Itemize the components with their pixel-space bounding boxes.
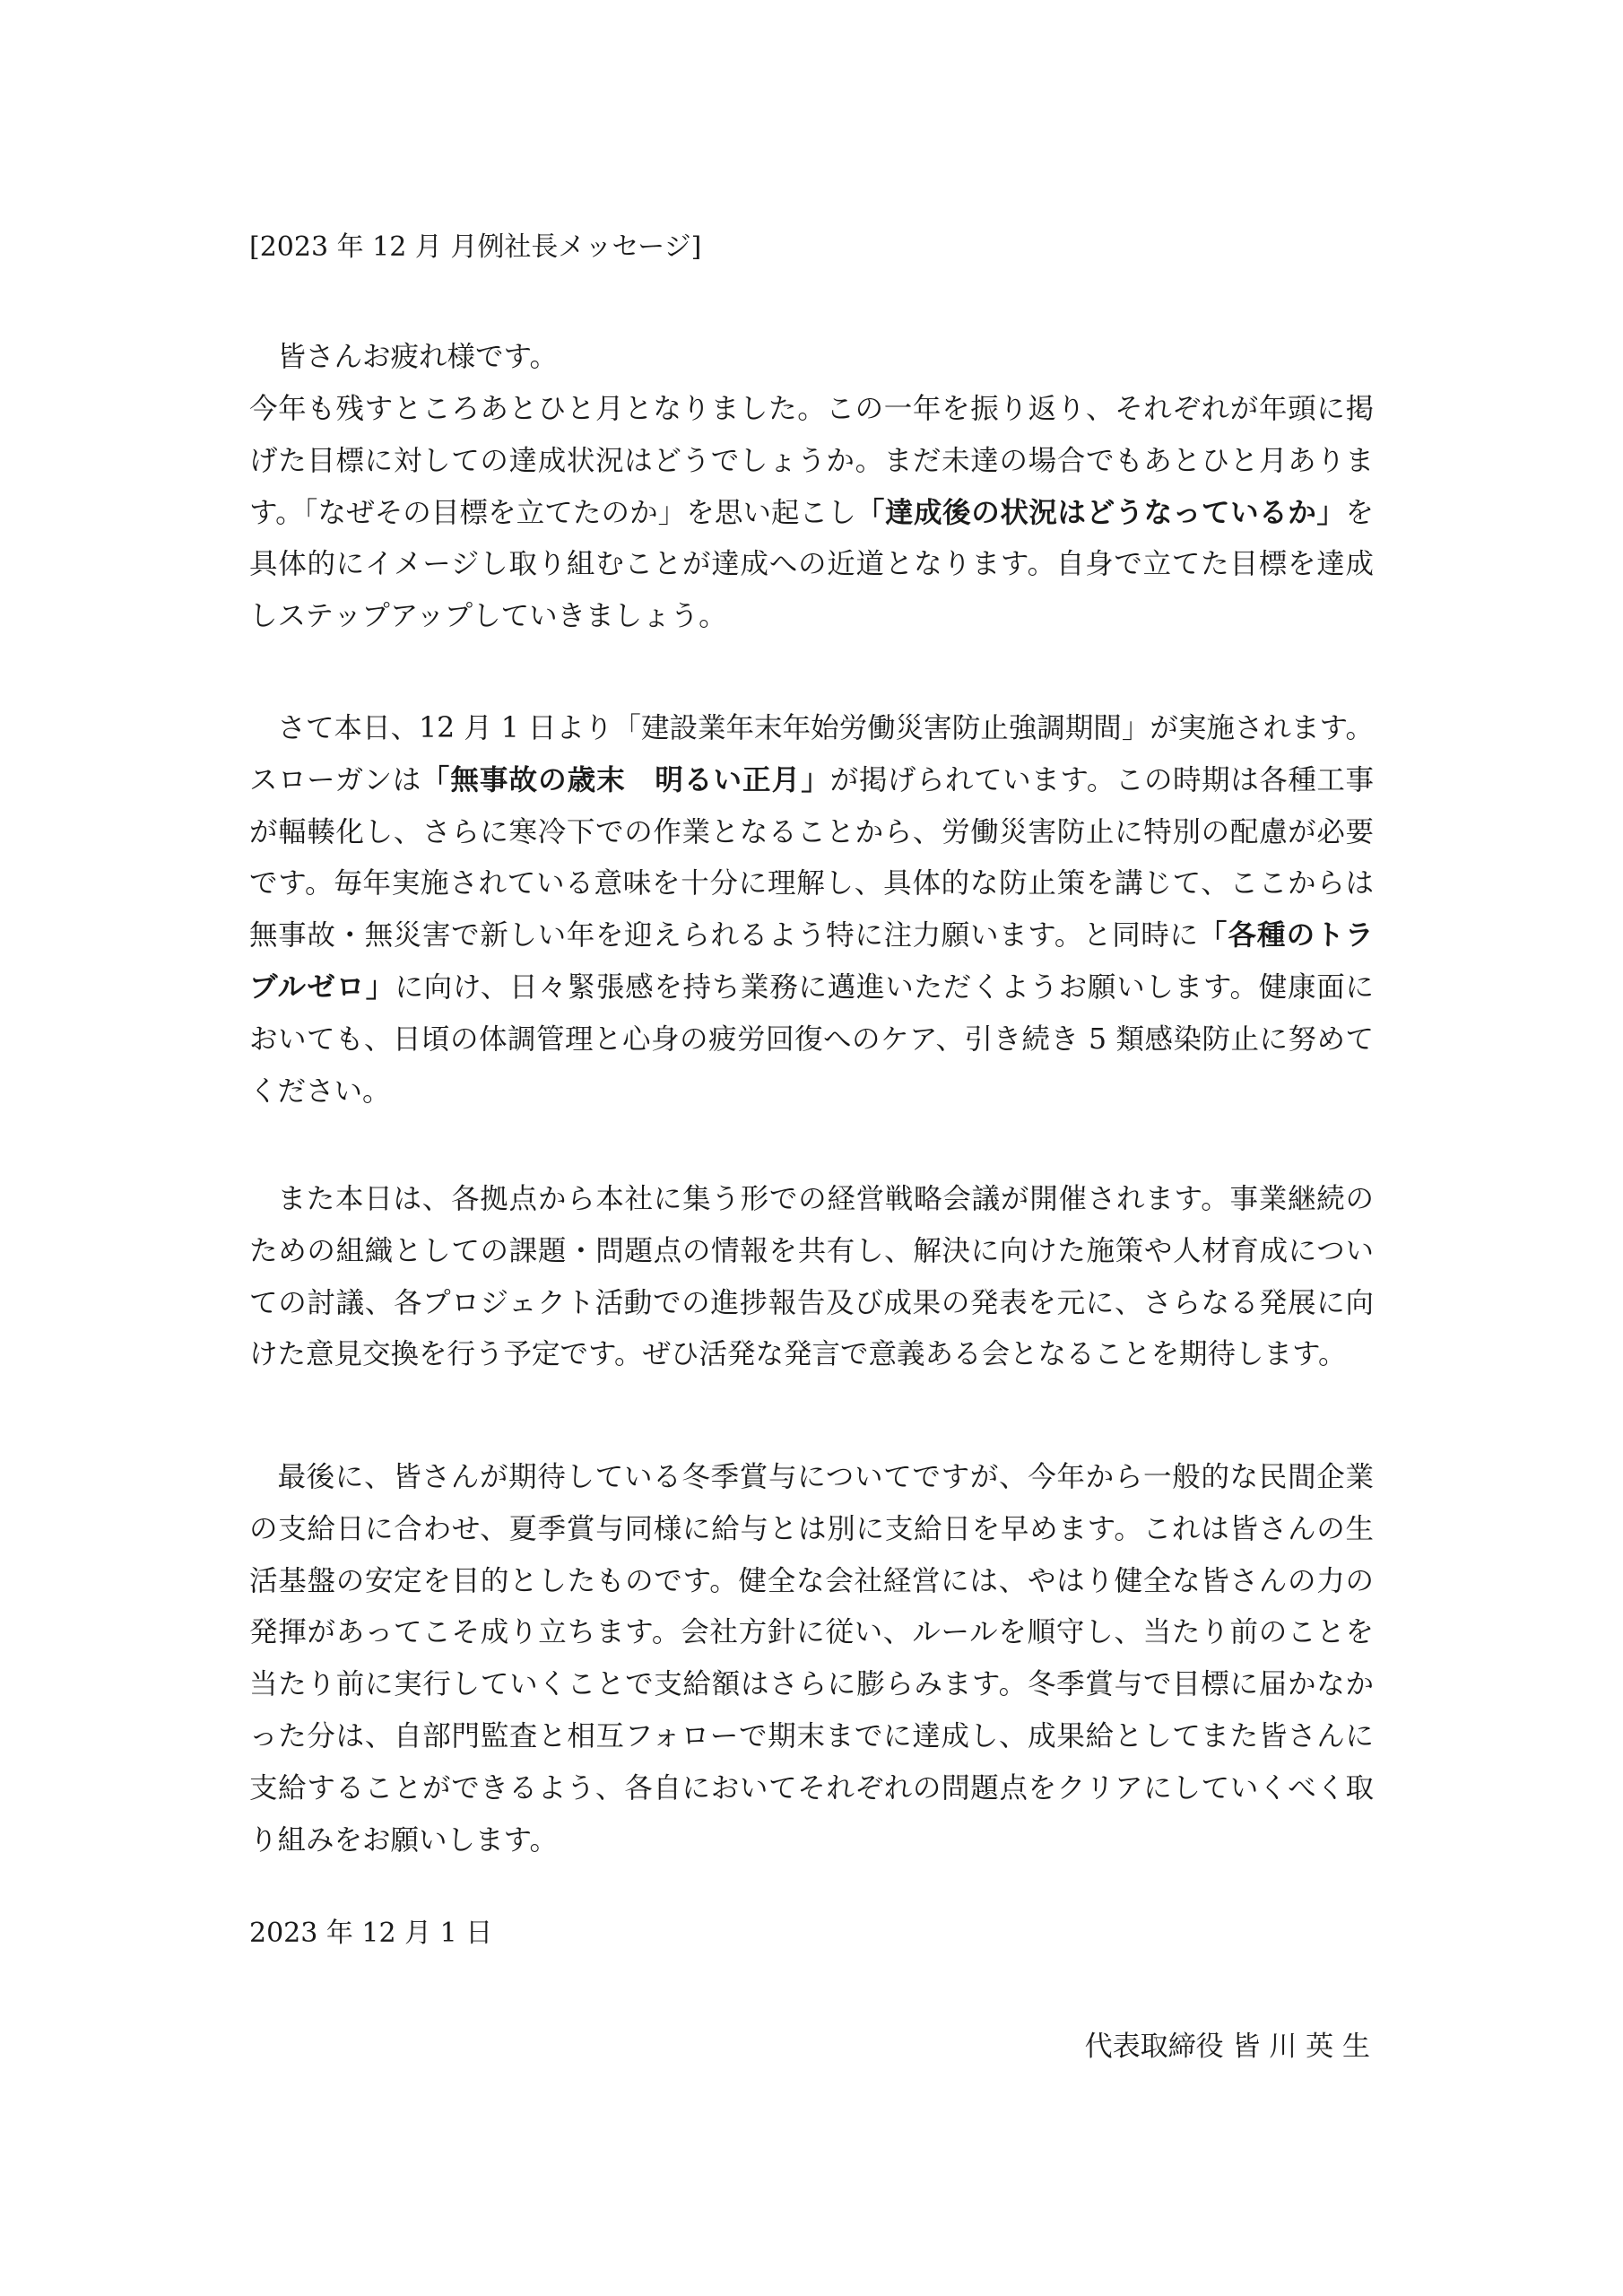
- paragraph-goals-emphasis: 「達成後の状況はどうなっているか」: [855, 496, 1346, 529]
- paragraph-goals-text-a: 今年も残すところあとひと月となりました。この一年を振り返り、それぞれが年頭に掲げた目標に対しての達成状況はどうでしょうか。まだ未達の場合でもあとひと月あります。「なぜその目標を立てたのか」を思い起こし: [249, 393, 1374, 529]
- paragraph-safety-text-b: が掲げられています。この時期は各種工事が輻輳化し、さらに寒冷下での作業となることから、労働災害防止に特別の配慮が必要です。毎年実施されている意味を十分に理解し、具体的な防止策を講じて、ここからは無事故・無災害で新しい年を迎えられるよう特に注力願います。と同時に: [249, 763, 1374, 952]
- paragraph-goals: [249, 384, 1374, 643]
- paragraph-goals-text-b: を具体的にイメージし取り組むことが達成への近道となります。自身で立てた目標を達成しステップアップしていきましょう。: [249, 496, 1374, 633]
- paragraph-winter-bonus: 最後に、皆さんが期待している冬季賞与についてですが、今年から一般的な民間企業の支給日に合わせ、夏季賞与同様に給与とは別に支給日を早めます。これは皆さんの生活基盤の安定を目的としたものです。健全な会社経営には、やはり健全な皆さんの力の発揮があってこそ成り立ちます。会社方針に従い、ルールを順守し、当たり前のことを当たり前に実行していくことで支給額はさらに膨らみます。冬季賞与で目標に届かなかった分は、自部門監査と相互フォローで期末までに達成し、成果給としてまた皆さんに支給することができるよう、各自においてそれぞれの問題点をクリアにしていくべく取り組みをお願いします。: [249, 1461, 1374, 1857]
- memo-date: 2023 年 12 月 1 日: [249, 1918, 493, 1949]
- paragraph-safety-text-c: に向け、日々緊張感を持ち業務に邁進いただくようお願いします。健康面においても、日頃の体調管理と心身の疲労回復へのケア、引き続き 5 類感染防止に努めてください。: [249, 970, 1374, 1108]
- trouble-zero-emphasis: 「各種のトラブルゼロ」: [249, 919, 1374, 1004]
- paragraph-safety-text-a: さて本日、12 月 1 日より「建設業年末年始労働災害防止強調期間」が実施されます。スローガンは: [249, 712, 1374, 796]
- paragraph-safety: [249, 703, 1374, 1118]
- memo-title: [2023 年 12 月 月例社長メッセージ]: [249, 231, 702, 263]
- paragraph-strategy-meeting: また本日は、各拠点から本社に集う形での経営戦略会議が開催されます。事業継続のための組織としての課題・問題点の情報を共有し、解決に向けた施策や人材育成についての討議、各プロジェクト活動での進捗報告及び成果の発表を元に、さらなる発展に向けた意見交換を行う予定です。ぜひ活発な発言で意義ある会となることを期待します。: [249, 1183, 1374, 1371]
- safety-slogan: 「無事故の歳末 明るい正月」: [421, 763, 830, 796]
- signature: 代表取締役 皆 川 英 生: [1084, 2031, 1370, 2063]
- greeting: 皆さんお疲れ様です。: [277, 341, 558, 373]
